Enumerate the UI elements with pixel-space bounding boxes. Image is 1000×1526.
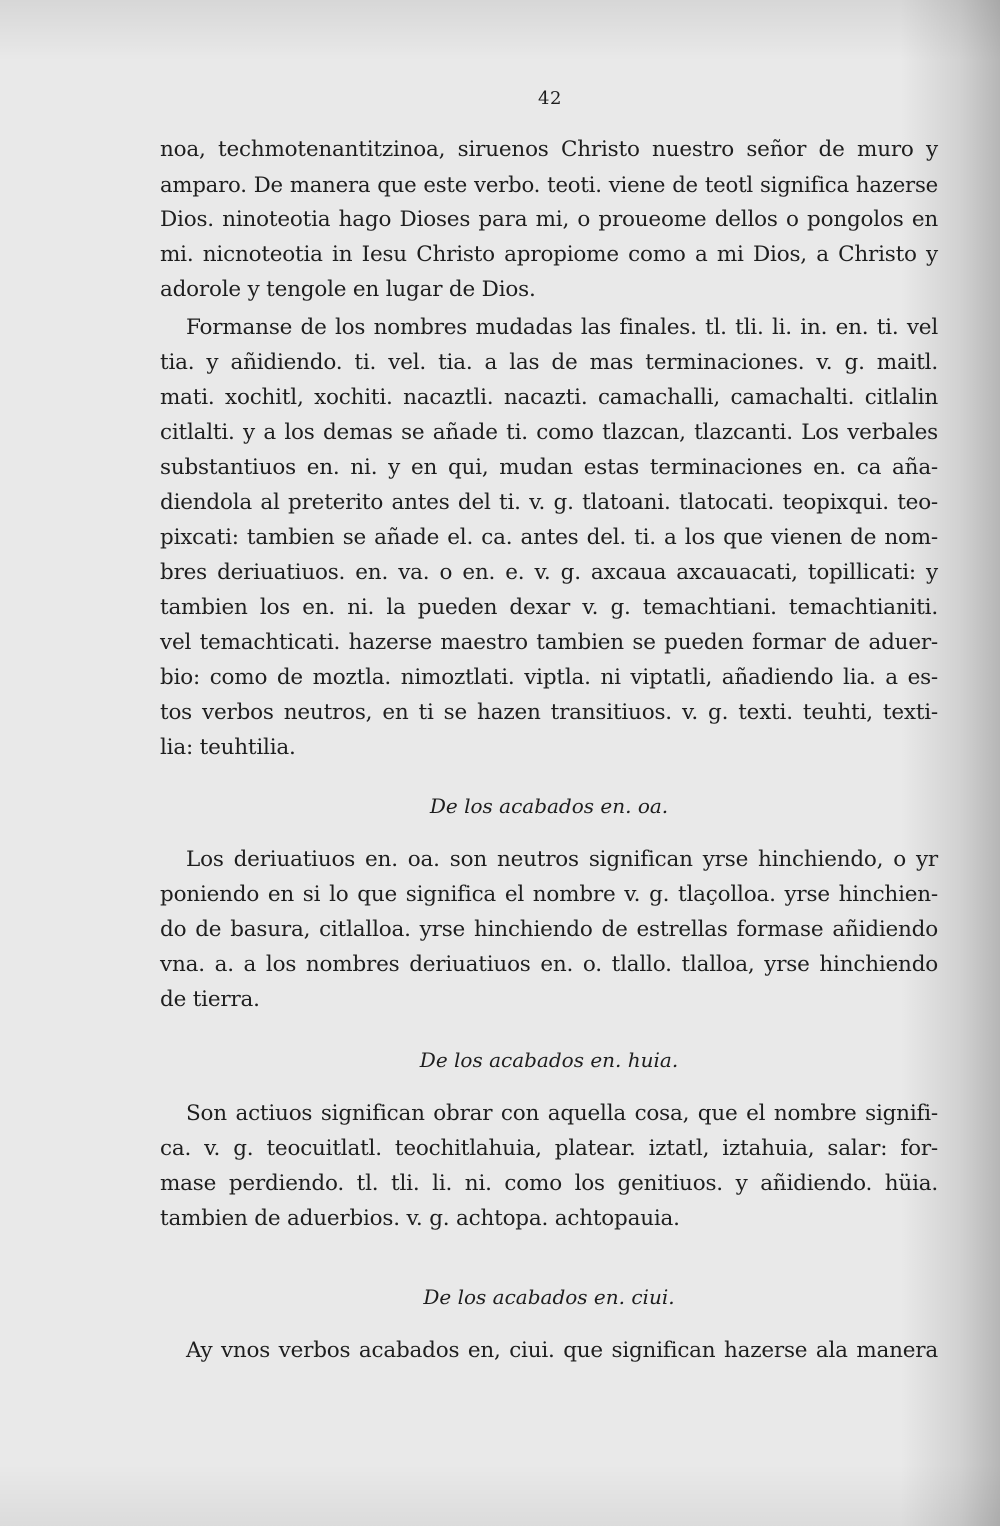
section-heading-huia: De los acabados en. huia. xyxy=(419,1048,679,1072)
section-oa-paragraph xyxy=(160,842,938,1017)
text-line: noa, techmotenantitzinoa, siruenos Christo nuestro señor de muro y xyxy=(160,137,938,162)
text-line: Son actiuos significan obrar con aquella cosa, que el nombre signifi- xyxy=(186,1101,938,1126)
text-line: Dios. ninoteotia hago Dioses para mi, o proueome dellos o pongolos en xyxy=(160,207,938,232)
text-line: adorole y tengole en lugar de Dios. xyxy=(160,277,536,302)
text-line: tambien los en. ni. la pueden dexar v. g. temachtiani. temachtianiti. xyxy=(160,595,938,620)
text-line: diendola al preterito antes del ti. v. g. tlatoani. tlatocati. teopixqui. teo- xyxy=(160,490,938,515)
text-line: pixcati: tambien se añade el. ca. antes del. ti. a los que vienen de nom- xyxy=(160,525,938,550)
section-ciui-paragraph xyxy=(160,1333,938,1368)
text-line: vna. a. a los nombres deriuatiuos en. o. tlallo. tlalloa, yrse hinchiendo xyxy=(160,952,938,977)
text-line: amparo. De manera que este verbo. teoti. viene de teotl significa hazerse xyxy=(160,172,938,197)
section-huia-paragraph xyxy=(160,1096,938,1236)
text-line: lia: teuhtilia. xyxy=(160,735,296,760)
text-line: mase perdiendo. tl. tli. li. ni. como los genitiuos. y añidiendo. hüia. xyxy=(160,1171,938,1196)
text-line: vel temachticati. hazerse maestro tambien se pueden formar de aduer- xyxy=(160,630,938,655)
text-line: Ay vnos verbos acabados en, ciui. que significan hazerse ala manera xyxy=(186,1338,938,1363)
paragraph-2 xyxy=(160,310,938,765)
text-line: ca. v. g. teocuitlatl. teochitlahuia, platear. iztatl, iztahuia, salar: for- xyxy=(160,1136,938,1161)
text-line: mi. nicnoteotia in Iesu Christo apropiome como a mi Dios, a Christo y xyxy=(160,242,938,267)
text-line: de tierra. xyxy=(160,987,260,1012)
text-line: Formanse de los nombres mudadas las finales. tl. tli. li. in. en. ti. vel xyxy=(186,315,938,340)
text-line: Los deriuatiuos en. oa. son neutros significan yrse hinchiendo, o yr xyxy=(186,847,938,872)
text-line: tos verbos neutros, en ti se hazen transitiuos. v. g. texti. teuhti, texti- xyxy=(160,700,938,725)
section-heading-oa: De los acabados en. oa. xyxy=(429,794,669,818)
text-line: mati. xochitl, xochiti. nacaztli. nacazti. camachalli, camachalti. citlalin xyxy=(160,385,938,410)
text-line: citlalti. y a los demas se añade ti. como tlazcan, tlazcanti. Los verbales xyxy=(160,420,938,445)
text-line: do de basura, citlalloa. yrse hinchiendo de estrellas formase añidiendo xyxy=(160,917,938,942)
text-line: bres deriuatiuos. en. va. o en. e. v. g. axcaua axcauacati, topillicati: y xyxy=(160,560,938,585)
text-line: tambien de aduerbios. v. g. achtopa. achtopauia. xyxy=(160,1206,680,1231)
text-line: poniendo en si lo que significa el nombre v. g. tlaçolloa. yrse hinchien- xyxy=(160,882,938,907)
text-line: substantiuos en. ni. y en qui, mudan estas terminaciones en. ca aña- xyxy=(160,455,938,480)
section-heading-ciui: De los acabados en. ciui. xyxy=(423,1285,675,1309)
page-number: 42 xyxy=(538,88,562,109)
text-line: tia. y añidiendo. ti. vel. tia. a las de mas terminaciones. v. g. maitl. xyxy=(160,350,938,375)
paragraph-1 xyxy=(160,132,938,307)
text-line: bio: como de moztla. nimoztlati. viptla. ni viptatli, añadiendo lia. a es- xyxy=(160,665,938,690)
